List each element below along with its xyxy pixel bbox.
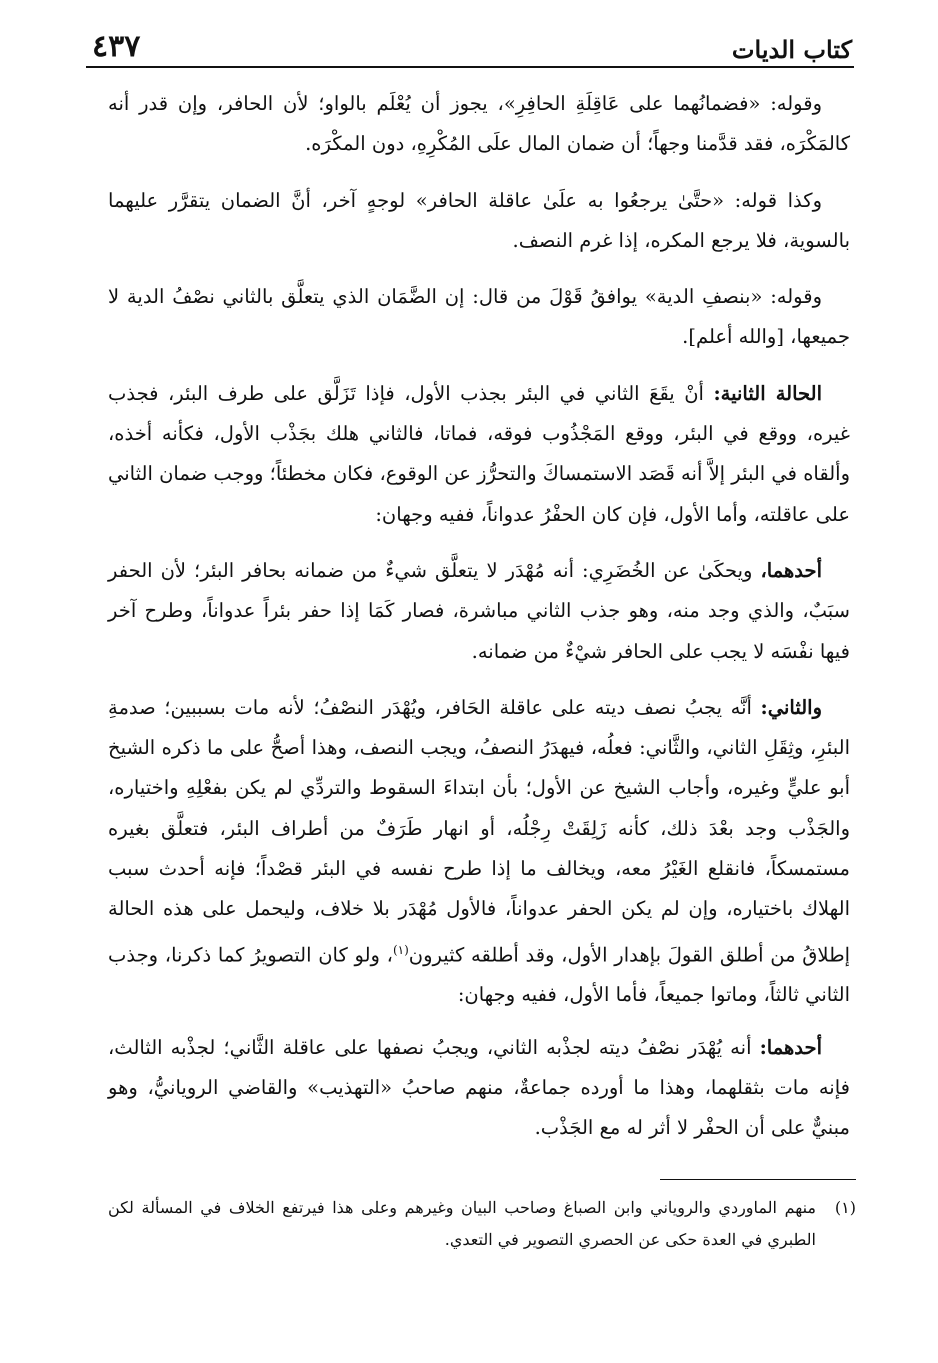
footnote-1: [108, 1192, 856, 1256]
footnotes: [108, 1192, 856, 1256]
paragraph-7-lead: أحدهما:: [759, 1035, 822, 1059]
paragraph-7: أحدهما: أنه يُهْدَر نصْفُ ديته لجذْبه الثاني، ويجبُ نصفها على عاقلة الثَّاني؛ لجذْبه الثالث، فإنه مات بثقلهما، وهذا ما أورده جماعةٌ، منهم صاحبُ «التهذيب» والقاضي الرويانيُّ، وهو مبنيٌّ على أن الحفْر لا أثر له مع الجَذْب.: [108, 1035, 850, 1140]
paragraph-5-lead: أحدهما،: [760, 558, 822, 582]
main-text: [108, 84, 850, 1165]
header-rule: [86, 66, 854, 68]
footnote-text: منهم الماوردي والروياني وابن الصباغ وصاحب البيان وغيرهم وعلى هذا فيرتفع الخلاف في المسألة لكن الطبري في العدة حكى عن الحصري التصوير في التعدي.: [108, 1198, 816, 1249]
paragraph-5: أحدهما، ويحكَىٰ عن الخُضَرِي: أنه مُهْدَر لا يتعلَّق شيءٌ من ضمانه بحافر البئر؛ لأن الحفر سبَبٌ، والذي وجد منه، وهو جذب الثاني مباشرة، فصار كَمَا إذا حفر بئراً عدواناً، وطرح آخر فيها نفْسَه لا يجب على الحافر شيْءٌ من ضمانه.: [108, 558, 850, 663]
paragraph-2: وكذا قوله: «حتَّىٰ يرجعُوا به علَىٰ عاقلة الحافر» لوجهٍ آخر، أنَّ الضمان يتقرَّر عليهما بالسوية، فلا يرجع المكره، إذا غرم النصف.: [108, 188, 850, 252]
paragraph-6-lead: والثاني:: [760, 695, 822, 719]
paragraph-4: الحالة الثانية: أنْ يقَعَ الثاني في البئر بجذب الأول، فإذا تَزَلَّق على طرف البئر، فجذب غيره، ووقع في البئر، ووقع المَجْذُوب فوقه، فماتا، فالثاني هلك بجَذْب الأول، فكأنه أخذه، وألقاه في البئر إلاَّ أنه قَصَد الاستمساكَ والتحرُّز عن الوقوع، فكان مخطئاً؛ ووجب ضمان الثاني على عاقلته، وأما الأول، فإن كان الحفْرُ عدواناً، ففيه وجهان:: [108, 381, 850, 526]
footnote-rule: [660, 1179, 856, 1180]
paragraph-4-lead: الحالة الثانية:: [713, 381, 822, 405]
page-number: ٤٣٧: [92, 29, 141, 64]
running-title: كتاب الديات: [731, 35, 852, 64]
footnote-mark: (١): [834, 1198, 856, 1217]
paragraph-3: وقوله: «بنصفِ الدية» يوافقُ قَوْلَ من قال: إن الضَّمَان الذي يتعلَّق بالثاني نصْفُ الدية لا جميعها، [والله أعلم].: [108, 285, 850, 349]
page-header: [92, 30, 852, 64]
paragraph-6: والثاني: أنَّه يجبُ نصف ديته على عاقلة الحَافر، ويُهْدَر النصْفُ؛ لأنه مات بسببين؛ صدمةِ البئرِ، وثِقَلِ الثاني، والثَّاني: فعلُه، فيهدَرُ النصفُ، ويجب النصف، وهذا أصحُّ على ما ذكره الشيخ أبو عليٍّ وغيره، وأجاب الشيخ عن الأول؛ بأن ابتداءَ السقوط والتردِّي لم يكن بفعْلِهِ واختياره، والجَذْب وجد بعْدَ ذلك، كأنه زَلِقَتْ رِجْلُه، أو انهار طَرَفٌ من أطراف البئر، فتعلَّق بغيره مستمسكاً، فانقلع الغَيْرُ معه، ويخالف ما إذا طرح نفسه في البئر قصْداً؛ فإنه أحدث سبب الهلاك باختياره، وإن لم يكن الحفر عدواناً، فالأول مُهْدَر بلا خلاف، وليحمل على هذه الحالة إطلاقُ من أطلق القولَ بإهدار الأول، وقد أطلقه كثيرون$^{(١)}$، ولو كان التصويرُ كما ذكرنا، وجذب الثاني ثالثاً، وماتوا جميعاً، فأما الأول، ففيه وجهان:: [108, 695, 851, 1007]
footnote-reference[interactable]: (١): [392, 942, 409, 957]
paragraph-1: وقوله: «فضمانُهما على عَاقِلَةِ الحافِرِ»، يجوز أن يُعْلَم بالواو؛ لأن الحافر، وإن قدر أنه كالمَكْرَه، فقد قدَّمنا وجهاً؛ أن ضمان المال علَى المُكْرِهِ، دون المكْرَه.: [108, 92, 850, 156]
